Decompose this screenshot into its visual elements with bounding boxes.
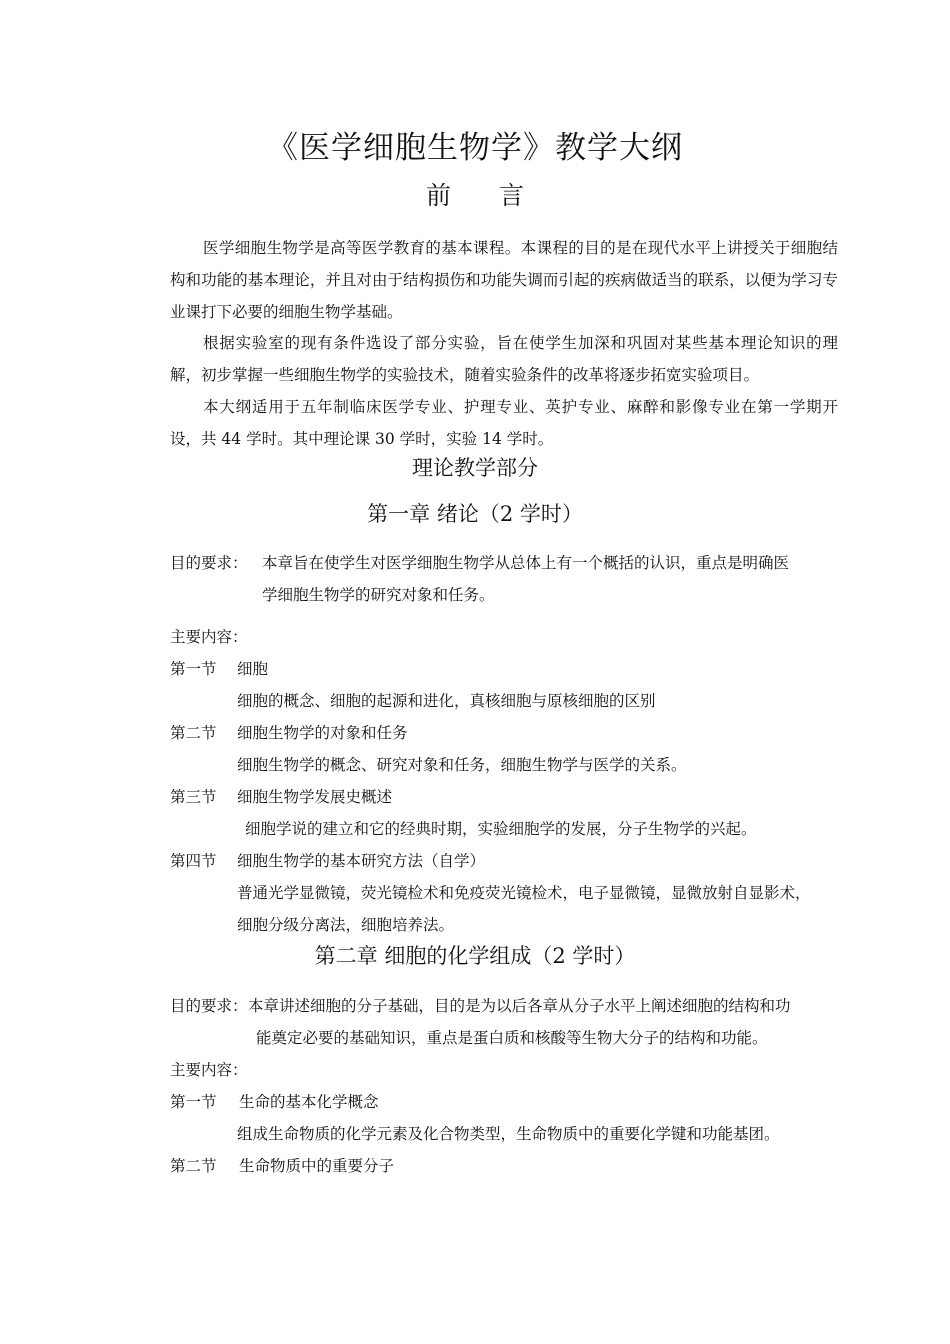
chapter1-section1-line1: 细胞的概念、细胞的起源和进化，真核细胞与原核细胞的区别 (237, 692, 656, 710)
theory-heading: 理论教学部分 (412, 456, 538, 480)
chapter1-section3-title: 细胞生物学发展史概述 (237, 788, 393, 806)
chapter2-section1-number: 第一节 (170, 1093, 217, 1111)
chapter1-section1-number: 第一节 (170, 660, 217, 678)
chapter1-main-content-label: 主要内容： (170, 628, 248, 646)
chapter2-section2-title: 生命物质中的重要分子 (239, 1157, 395, 1175)
chapter1-section4-line1: 普通光学显微镜，荧光镜检术和免疫荧光镜检术，电子显微镜，显微放射自显影术， (237, 884, 811, 902)
preface-heading (0, 178, 950, 214)
chapter1-section2-line1: 细胞生物学的概念、研究对象和任务，细胞生物学与医学的关系。 (237, 756, 687, 774)
chapter1-section4-line2: 细胞分级分离法，细胞培养法。 (237, 916, 455, 934)
chapter2-section1-title: 生命的基本化学概念 (239, 1093, 379, 1111)
chapter2-objective-line2: 能奠定必要的基础知识，重点是蛋白质和核酸等生物大分子的结构和功能。 (256, 1029, 768, 1047)
document-title: 《医学细胞生物学》教学大纲 (267, 130, 683, 166)
chapter1-section2-number: 第二节 (170, 724, 217, 742)
preface-heading-right: 言 (499, 181, 525, 210)
chapter2-objective-line1: 本章讲述细胞的分子基础，目的是为以后各章从分子水平上阐述细胞的结构和功 (248, 997, 791, 1015)
chapter1-objective-line2: 学细胞生物学的研究对象和任务。 (262, 586, 495, 604)
preface-paragraph-3: 本大纲适用于五年制临床医学专业、护理专业、英护专业、麻醉和影像专业在第一学期开设，共 44 学时。其中理论课 30 学时，实验 14 学时。 (170, 398, 838, 448)
chapter2-objective-label: 目的要求： (170, 997, 248, 1015)
chapter2-section2-number: 第二节 (170, 1157, 217, 1175)
chapter2-main-content-label: 主要内容： (170, 1061, 248, 1079)
preface-heading-left: 前 (425, 181, 451, 210)
chapter1-section2-title: 细胞生物学的对象和任务 (237, 724, 408, 742)
chapter1-heading: 第一章 绪论（2 学时） (367, 502, 583, 526)
preface-paragraph-2: 根据实验室的现有条件选设了部分实验，旨在使学生加深和巩固对某些基本理论知识的理解，初步掌握一些细胞生物学的实验技术，随着实验条件的改革将逐步拓宽实验项目。 (170, 334, 838, 384)
chapter1-section4-number: 第四节 (170, 852, 217, 870)
preface-paragraph-1: 医学细胞生物学是高等医学教育的基本课程。本课程的目的是在现代水平上讲授关于细胞结构和功能的基本理论，并且对由于结构损伤和功能失调而引起的疾病做适当的联系，以便为学习专业课打下必要的细胞生物学基础。 (170, 239, 838, 321)
chapter1-section4-title: 细胞生物学的基本研究方法（自学） (237, 852, 486, 870)
chapter1-section1-title: 细胞 (237, 660, 269, 678)
chapter2-heading: 第二章 细胞的化学组成（2 学时） (314, 944, 636, 968)
chapter1-objective-label: 目的要求： (170, 554, 248, 572)
chapter2-section1-line1: 组成生命物质的化学元素及化合物类型，生命物质中的重要化学键和功能基团。 (237, 1125, 780, 1143)
chapter1-section3-number: 第三节 (170, 788, 217, 806)
chapter1-section3-line1: 细胞学说的建立和它的经典时期，实验细胞学的发展，分子生物学的兴起。 (245, 820, 757, 838)
chapter1-objective-line1: 本章旨在使学生对医学细胞生物学从总体上有一个概括的认识，重点是明确医 (262, 554, 790, 572)
